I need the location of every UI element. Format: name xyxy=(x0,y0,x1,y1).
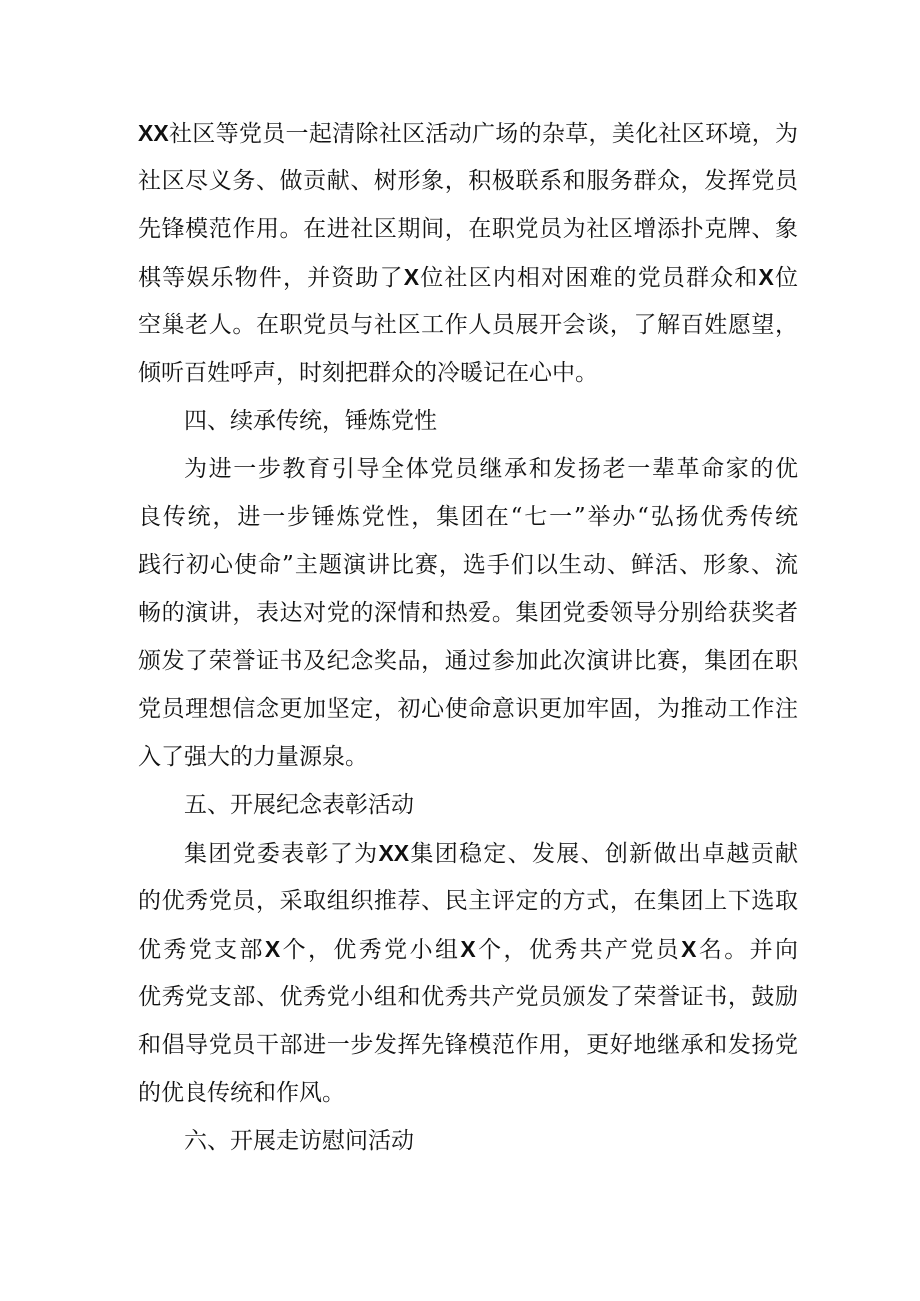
paragraph-line: 社区尽义务、做贡献、树形象，积极联系和服务群众，发挥党员 xyxy=(138,168,798,194)
paragraph-line: 入了强大的力量源泉。 xyxy=(138,744,368,770)
placeholder-mark: XX xyxy=(378,840,410,866)
paragraph-line: 的优秀党员，采取组织推荐、民主评定的方式，在集团上下选取 xyxy=(138,888,798,914)
placeholder-mark: X xyxy=(758,264,774,290)
placeholder-mark: X xyxy=(264,936,281,962)
paragraph-line: XX社区等党员一起清除社区活动广场的杂草，美化社区环境，为 xyxy=(138,120,798,147)
section-heading: 四、续承传统，锤炼党性 xyxy=(184,408,437,434)
paragraph-line: 践行初心使命”主题演讲比赛，选手们以生动、鲜活、形象、流 xyxy=(138,552,798,578)
paragraph-line: 先锋模范作用。在进社区期间，在职党员为社区增添扑克牌、象 xyxy=(138,216,798,242)
paragraph-line: 倾听百姓呼声，时刻把群众的冷暖记在心中。 xyxy=(138,360,598,386)
placeholder-mark: X xyxy=(403,264,420,290)
placeholder-mark: XX xyxy=(138,120,169,146)
paragraph-line: 棋等娱乐物件，并资助了X位社区内相对困难的党员群众和X位 xyxy=(138,264,799,291)
section-heading: 六、开展走访慰问活动 xyxy=(184,1128,414,1154)
paragraph-line: 和倡导党员干部进一步发挥先锋模范作用，更好地继承和发扬党 xyxy=(138,1032,798,1058)
paragraph-line: 畅的演讲，表达对党的深情和热爱。集团党委领导分别给获奖者 xyxy=(138,600,798,626)
placeholder-mark: X xyxy=(681,936,697,962)
placeholder-mark: X xyxy=(460,936,476,962)
paragraph-line: 优秀党支部X个，优秀党小组X个，优秀共产党员X名。并向 xyxy=(138,936,799,963)
paragraph-line: 党员理想信念更加坚定，初心使命意识更加牢固，为推动工作注 xyxy=(138,696,798,722)
paragraph-line: 为进一步教育引导全体党员继承和发扬老一辈革命家的优 xyxy=(184,456,798,482)
paragraph-line: 颁发了荣誉证书及纪念奖品，通过参加此次演讲比赛，集团在职 xyxy=(138,648,798,674)
paragraph-line: 空巢老人。在职党员与社区工作人员展开会谈，了解百姓愿望， xyxy=(138,312,798,338)
paragraph-line: 良传统，进一步锤炼党性，集团在“七一”举办“弘扬优秀传统 xyxy=(138,504,798,530)
paragraph-line: 优秀党支部、优秀党小组和优秀共产党员颁发了荣誉证书，鼓励 xyxy=(138,984,798,1010)
section-heading: 五、开展纪念表彰活动 xyxy=(184,792,414,818)
paragraph-line: 集团党委表彰了为XX集团稳定、发展、创新做出卓越贡献 xyxy=(184,840,798,867)
paragraph-line: 的优良传统和作风。 xyxy=(138,1080,345,1106)
